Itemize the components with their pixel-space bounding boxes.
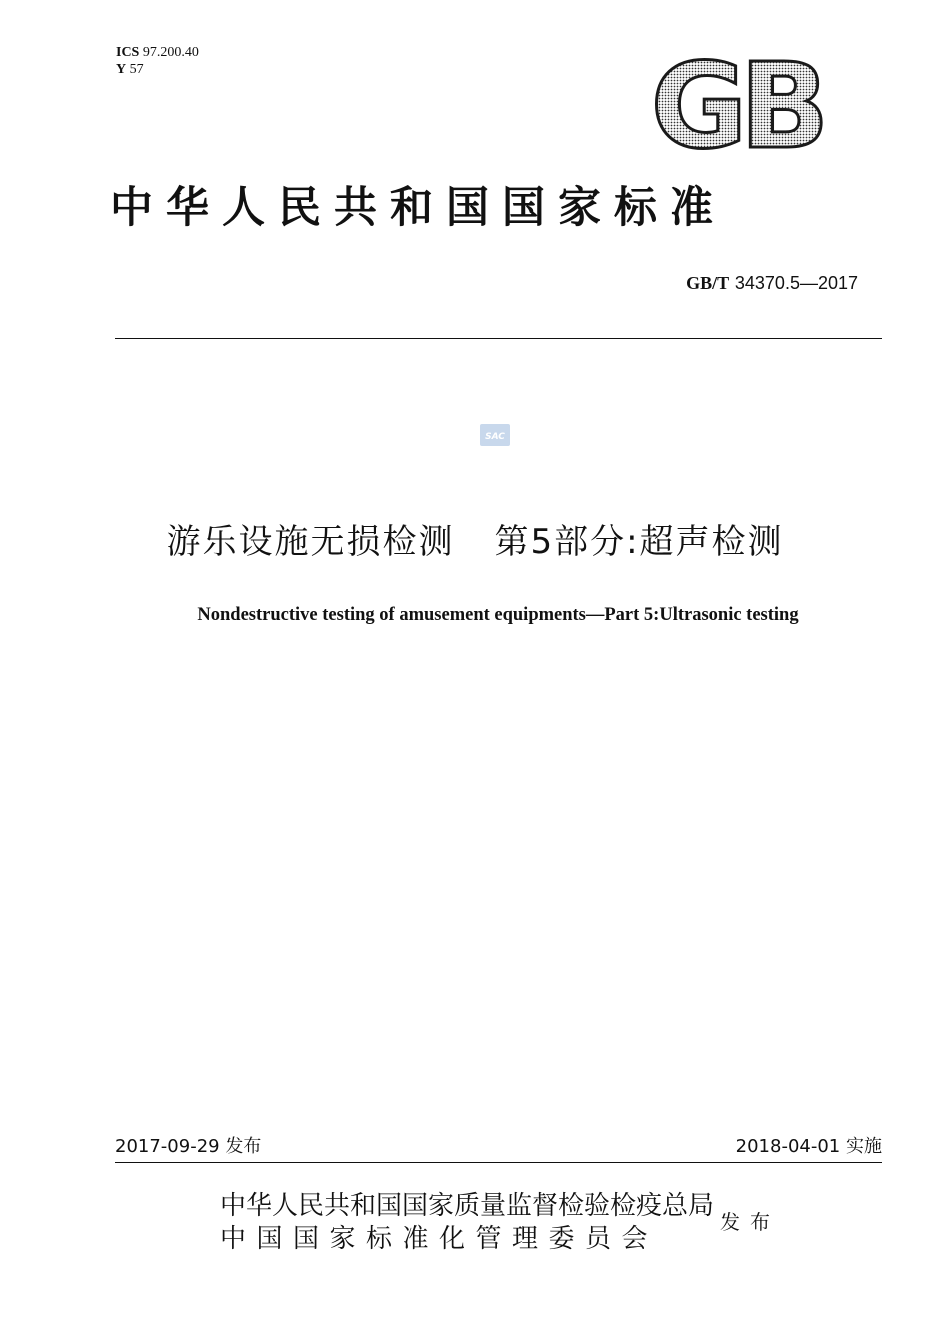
implementation-date: 2018-04-01 实施 bbox=[735, 1136, 882, 1157]
issue-date: 2017-09-29 发布 bbox=[115, 1136, 262, 1157]
gb-logo-icon bbox=[640, 55, 832, 153]
top-divider bbox=[115, 338, 882, 339]
ccs-code: 57 bbox=[129, 62, 144, 77]
bottom-divider bbox=[115, 1162, 882, 1163]
gb-logo-text: GB bbox=[650, 55, 822, 153]
standard-code: GB/T bbox=[686, 273, 730, 293]
ccs-label: Y bbox=[116, 62, 127, 77]
ics-label: ICS bbox=[116, 45, 140, 60]
ics-code: 97.200.40 bbox=[142, 45, 199, 60]
ccs-row bbox=[116, 61, 199, 78]
chinese-title bbox=[0, 517, 950, 567]
standard-number bbox=[686, 272, 858, 295]
issuer-aqsiq: 中华人民共和国国家质量监督检验检疫总局 bbox=[220, 1191, 715, 1221]
standard-number-value: 34370.5—2017 bbox=[734, 273, 858, 293]
chinese-title-main: 游乐设施无损检测 bbox=[166, 522, 455, 562]
publish-label: 发布 bbox=[720, 1210, 780, 1234]
national-standard-title: 中华人民共和国国家标准 bbox=[110, 183, 726, 233]
issuing-authorities bbox=[220, 1190, 714, 1256]
issuer-sac: 中国国家标准化管理委员会 bbox=[220, 1224, 659, 1254]
sac-watermark-text: SAC bbox=[485, 432, 505, 442]
classification-codes bbox=[116, 44, 199, 78]
sac-watermark-icon bbox=[480, 424, 510, 446]
english-title: Nondestructive testing of amusement equipments—Part 5:Ultrasonic testing bbox=[197, 605, 799, 625]
chinese-title-part: 第5部分:超声检测 bbox=[494, 522, 784, 562]
ics-row bbox=[116, 44, 199, 61]
